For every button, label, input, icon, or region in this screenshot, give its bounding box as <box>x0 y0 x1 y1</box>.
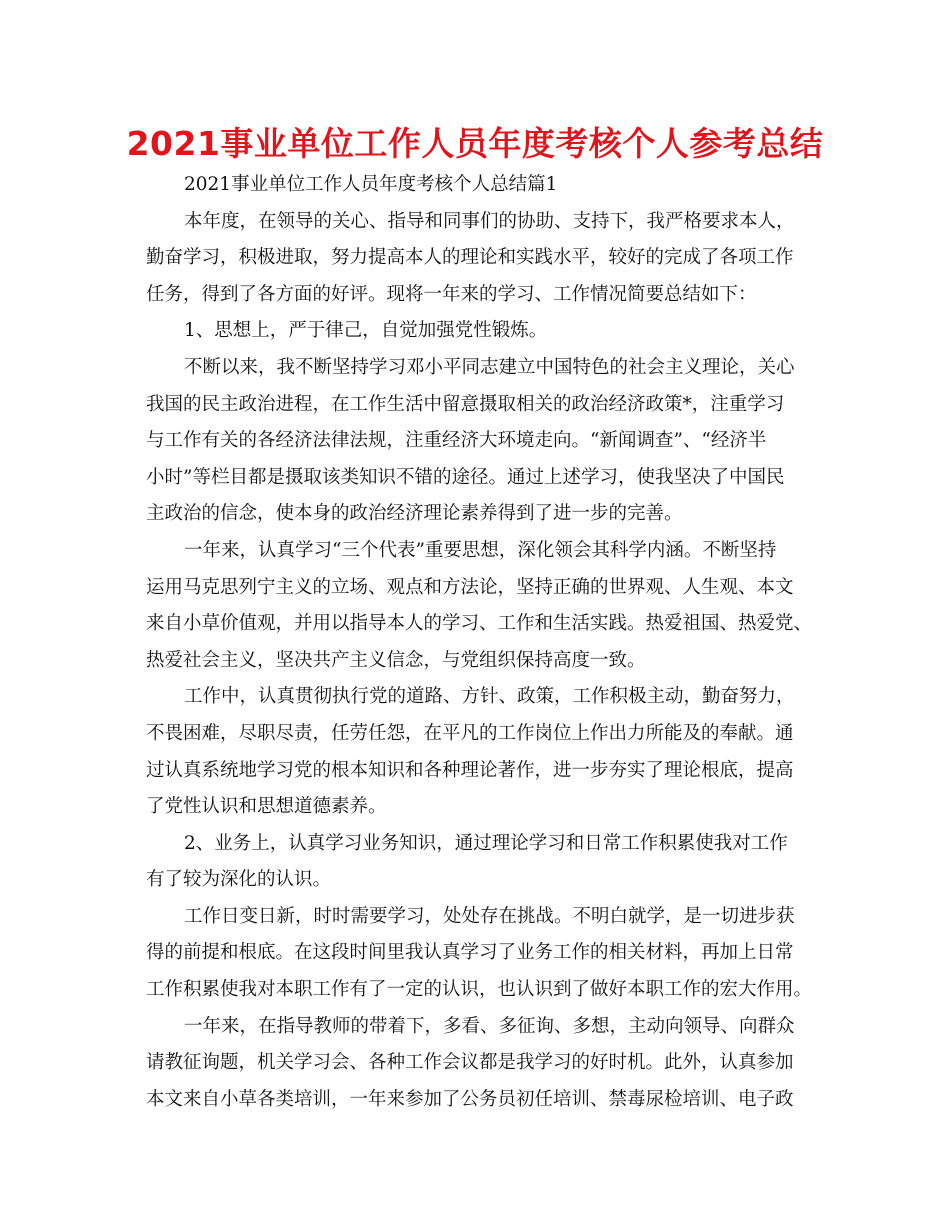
document-body <box>146 167 813 1118</box>
paragraph-line: 工作日变日新，时时需要学习，处处存在挑战。不明白就学，是一切进步获 <box>184 905 795 927</box>
paragraph-line: 本文来自小草各类培训，一年来参加了公务员初任培训、禁毒尿检培训、电子政 <box>146 1088 794 1110</box>
paragraph-line: 勤奋学习，积极进取，努力提高本人的理论和实践水平，较好的完成了各项工作 <box>146 247 794 269</box>
paragraph-line: 任务，得到了各方面的好评。现将一年来的学习、工作情况简要总结如下： <box>146 283 757 305</box>
paragraph-line: 一年来，认真学习“三个代表”重要思想，深化领会其科学内涵。不断坚持 <box>184 539 777 561</box>
paragraph-line: 不畏困难，尽职尽责，任劳任怨，在平凡的工作岗位上作出力所能及的奉献。通 <box>146 722 794 744</box>
paragraph-line: 热爱社会主义，坚决共产主义信念，与党组织保持高度一致。 <box>146 649 646 671</box>
paragraph-line: 本年度，在领导的关心、指导和同事们的协助、支持下，我严格要求本人， <box>184 210 795 232</box>
paragraph-line: 工作积累使我对本职工作有了一定的认识，也认识到了做好本职工作的宏大作用。 <box>146 979 813 1001</box>
document-title: 2021事业单位工作人员年度考核个人参考总结 <box>126 124 824 163</box>
paragraph-line: 得的前提和根底。在这段时间里我认真学习了业务工作的相关材料，再加上日常 <box>146 942 794 964</box>
paragraph-line: 一年来，在指导教师的带着下，多看、多征询、多想，主动向领导、向群众 <box>184 1015 795 1037</box>
paragraph-line: 了党性认识和思想道德素养。 <box>146 796 387 818</box>
section-heading: 2、业务上，认真学习业务知识，通过理论学习和日常工作积累使我对工作 <box>184 832 788 854</box>
paragraph-line: 工作中，认真贯彻执行党的道路、方针、政策，工作积极主动，勤奋努力， <box>184 686 795 708</box>
paragraph-line: 小时”等栏目都是摄取该类知识不错的途径。通过上述学习，使我坚决了中国民 <box>146 466 785 488</box>
subtitle-line: 2021事业单位工作人员年度考核个人总结篇1 <box>184 174 558 195</box>
paragraph-line: 过认真系统地学习党的根本知识和各种理论著作，进一步夯实了理论根底，提高 <box>146 759 794 781</box>
paragraph-line: 运用马克思列宁主义的立场、观点和方法论，坚持正确的世界观、人生观、本文 <box>146 576 794 598</box>
paragraph-line: 我国的民主政治进程，在工作生活中留意摄取相关的政治经济政策*，注重学习 <box>146 393 785 415</box>
paragraph-line: 不断以来，我不断坚持学习邓小平同志建立中国特色的社会主义理论，关心 <box>184 356 795 378</box>
section-heading: 有了较为深化的认识。 <box>146 869 332 891</box>
section-heading: 1、思想上，严于律己，自觉加强党性锻炼。 <box>184 320 548 342</box>
paragraph-line: 来自小草价值观，并用以指导本人的学习、工作和生活实践。热爱祖国、热爱党、 <box>146 613 813 635</box>
paragraph-line: 主政治的信念，使本身的政治经济理论素养得到了进一步的完善。 <box>146 503 683 525</box>
paragraph-line: 与工作有关的各经济法律法规，注重经济大环境走向。“新闻调查”、“经济半 <box>146 430 767 452</box>
paragraph-line: 请教征询题，机关学习会、各种工作会议都是我学习的好时机。此外，认真参加 <box>146 1052 794 1074</box>
